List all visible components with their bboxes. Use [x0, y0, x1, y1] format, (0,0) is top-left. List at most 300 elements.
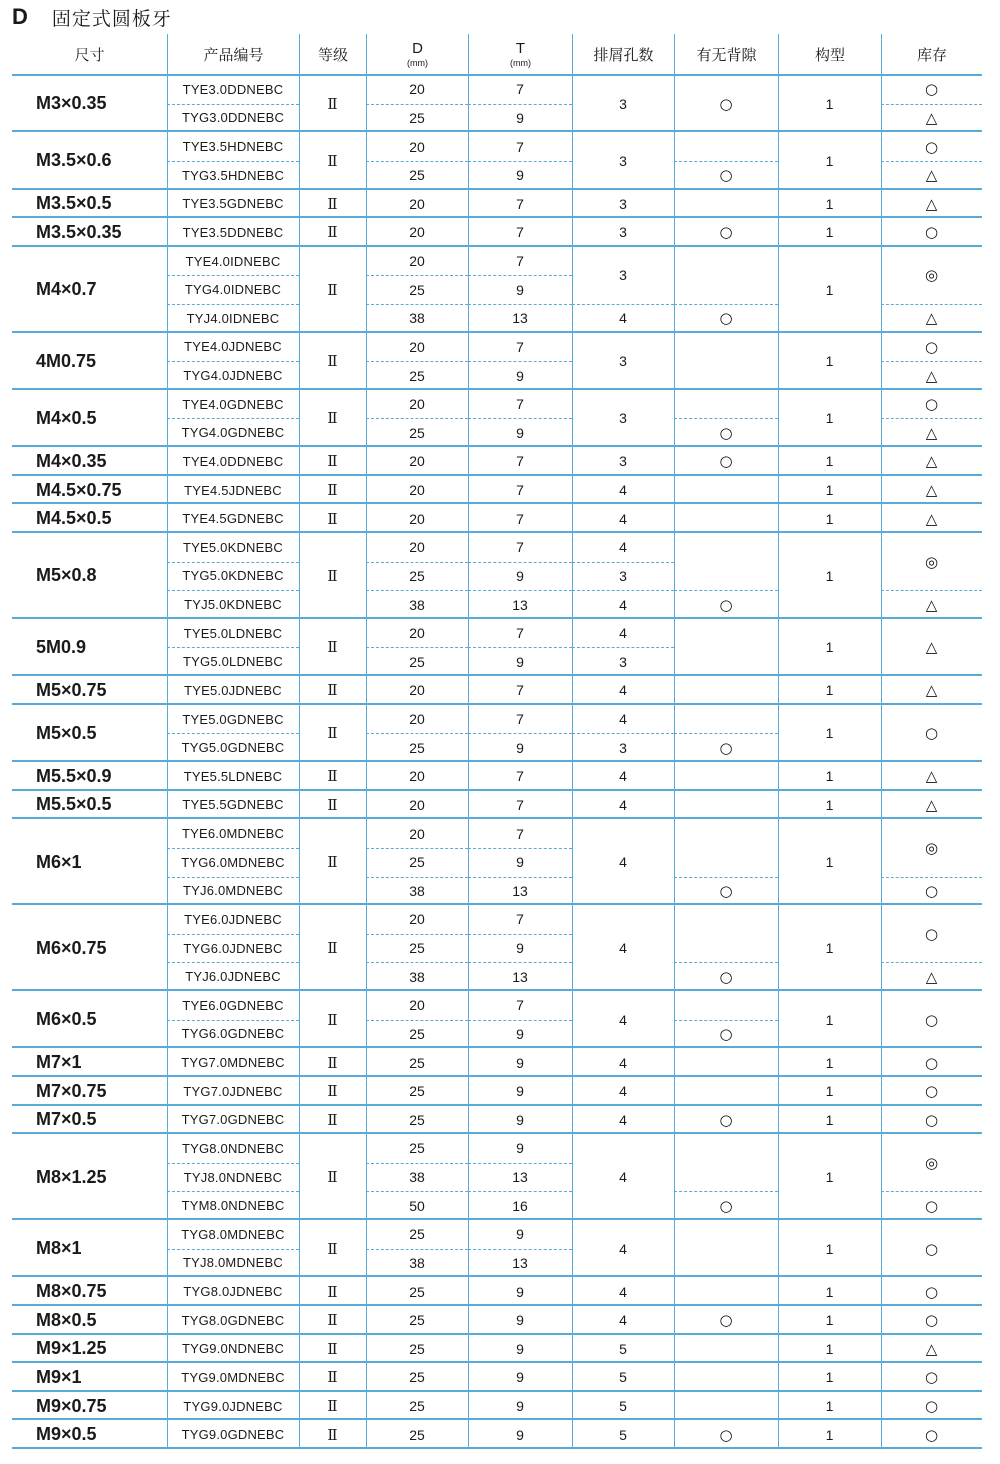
size-cell: M3.5×0.35 [36, 221, 122, 242]
size-cell: M5.5×0.9 [36, 765, 112, 786]
type-cell: 1 [825, 854, 834, 871]
d-cell: 20 [409, 911, 425, 928]
grade-cell: Ⅱ [327, 1339, 338, 1358]
header-label: 排屑孔数 [593, 46, 654, 64]
t-cell: 9 [516, 739, 524, 756]
d-cell: 25 [409, 167, 425, 184]
backlash-cell [674, 390, 778, 419]
product-code-cell: TYE4.0IDNEBC [185, 253, 281, 269]
stock-cell: △ [925, 194, 938, 213]
header-label: 等级 [317, 46, 348, 64]
t-cell: 7 [516, 711, 524, 728]
grade-cell: Ⅱ [327, 481, 338, 500]
backlash-cell [674, 1392, 778, 1421]
product-code-cell: TYG3.0DDNEBC [181, 110, 285, 126]
product-code-cell: TYE4.0GDNEBC [182, 396, 284, 412]
type-cell: 1 [825, 1011, 834, 1028]
d-cell: 25 [409, 1283, 425, 1300]
size-cell: M5×0.75 [36, 679, 107, 700]
stock-cell: △ [925, 1339, 938, 1358]
d-cell: 25 [409, 1054, 425, 1071]
d-cell: 25 [409, 1398, 425, 1415]
header-label: 构型 [814, 46, 845, 64]
table-row [12, 247, 982, 333]
product-code-cell: TYG7.0GDNEBC [181, 1112, 285, 1128]
size-cell: M4×0.7 [36, 279, 97, 300]
backlash-cell: ○ [719, 309, 733, 328]
t-cell: 9 [516, 281, 524, 298]
grade-cell: Ⅱ [327, 853, 338, 872]
size-cell: M8×1.25 [36, 1166, 107, 1187]
grade-cell: Ⅱ [327, 724, 338, 743]
size-cell: M5.5×0.5 [36, 794, 112, 815]
size-cell: M6×0.5 [36, 1009, 97, 1030]
chip-holes-cell: 3 [619, 567, 627, 584]
chip-holes-cell: 4 [619, 682, 627, 699]
grade-cell: Ⅱ [327, 409, 338, 428]
product-code-cell: TYE5.0KDNEBC [183, 539, 283, 555]
d-cell: 25 [409, 367, 425, 384]
chip-holes-cell: 5 [619, 1369, 627, 1386]
backlash-cell [674, 504, 778, 533]
stock-cell: △ [925, 595, 938, 614]
chip-holes-cell: 4 [619, 596, 627, 613]
grade-cell: Ⅱ [327, 452, 338, 471]
stock-cell: ○ [924, 395, 939, 414]
table-row [12, 1420, 982, 1449]
size-cell: M7×0.5 [36, 1109, 97, 1130]
d-cell: 25 [409, 1369, 425, 1386]
header-label: 库存 [916, 46, 947, 64]
grade-cell: Ⅱ [327, 1082, 338, 1101]
type-cell: 1 [825, 453, 834, 470]
stock-cell: ○ [924, 924, 939, 943]
product-code-cell: TYE3.5GDNEBC [182, 196, 284, 212]
stock-cell: ○ [924, 1010, 939, 1029]
t-cell: 9 [516, 653, 524, 670]
product-code-cell: TYE4.5GDNEBC [182, 511, 284, 527]
backlash-cell [674, 1048, 778, 1077]
t-cell: 9 [516, 1283, 524, 1300]
size-cell: M8×1 [36, 1238, 82, 1259]
product-code-cell: TYG8.0MDNEBC [181, 1226, 285, 1242]
d-cell: 20 [409, 396, 425, 413]
size-cell: M3×0.35 [36, 93, 107, 114]
stock-cell: △ [925, 423, 938, 442]
backlash-cell [674, 533, 778, 590]
type-cell: 1 [825, 1426, 834, 1443]
t-cell: 9 [516, 1054, 524, 1071]
t-cell: 7 [516, 224, 524, 241]
product-code-cell: TYG8.0JDNEBC [183, 1284, 283, 1300]
type-cell: 1 [825, 567, 834, 584]
size-cell: M6×0.75 [36, 937, 107, 958]
product-code-cell: TYG7.0MDNEBC [181, 1055, 285, 1071]
chip-holes-cell: 3 [619, 653, 627, 670]
chip-holes-cell: 3 [619, 453, 627, 470]
grade-cell: Ⅱ [327, 280, 338, 299]
table-row [12, 1220, 982, 1277]
type-cell: 1 [825, 195, 834, 212]
t-cell: 7 [516, 825, 524, 842]
chip-holes-cell: 4 [619, 625, 627, 642]
type-cell: 1 [825, 1369, 834, 1386]
product-code-cell: TYG7.0JDNEBC [183, 1083, 283, 1099]
t-cell: 16 [512, 1197, 528, 1214]
size-cell: M3.5×0.6 [36, 150, 112, 171]
type-cell: 1 [825, 482, 834, 499]
d-cell: 25 [409, 1340, 425, 1357]
backlash-cell: ○ [719, 1110, 733, 1129]
backlash-cell [674, 991, 778, 1020]
stock-cell: △ [925, 366, 938, 385]
stock-cell: △ [925, 967, 938, 986]
stock-cell: ◎ [924, 838, 939, 857]
header-backlash [674, 34, 778, 74]
grade-cell: Ⅱ [327, 939, 338, 958]
type-cell: 1 [825, 796, 834, 813]
size-cell: 5M0.9 [36, 636, 87, 657]
stock-cell: ◎ [924, 1153, 939, 1172]
stock-cell: △ [925, 166, 938, 185]
product-code-cell: TYJ6.0JDNEBC [185, 969, 281, 985]
type-cell: 1 [825, 1283, 834, 1300]
table-header [12, 34, 982, 76]
product-code-cell: TYG5.0GDNEBC [181, 740, 285, 756]
page-title [12, 2, 172, 32]
type-cell: 1 [825, 1340, 834, 1357]
chip-holes-cell: 3 [619, 95, 627, 112]
stock-cell: ○ [924, 1311, 939, 1330]
chip-holes-cell: 4 [619, 1283, 627, 1300]
t-cell: 9 [516, 1340, 524, 1357]
backlash-cell: ○ [719, 967, 733, 986]
d-cell: 20 [409, 796, 425, 813]
grade-cell: Ⅱ [327, 1010, 338, 1029]
t-cell: 7 [516, 482, 524, 499]
stock-cell: △ [925, 108, 938, 127]
backlash-cell: ○ [719, 595, 733, 614]
product-code-cell: TYG4.0JDNEBC [183, 368, 283, 384]
size-cell: M8×0.75 [36, 1281, 107, 1302]
d-cell: 25 [409, 1226, 425, 1243]
grade-cell: Ⅱ [327, 795, 338, 814]
d-cell: 25 [409, 109, 425, 126]
d-cell: 25 [409, 1083, 425, 1100]
type-cell: 1 [825, 510, 834, 527]
chip-holes-cell: 5 [619, 1426, 627, 1443]
grade-cell: Ⅱ [327, 1110, 338, 1129]
stock-cell: ◎ [924, 266, 939, 285]
t-cell: 7 [516, 138, 524, 155]
size-cell: M9×0.5 [36, 1424, 97, 1445]
type-cell: 1 [825, 1398, 834, 1415]
d-cell: 20 [409, 482, 425, 499]
table-row [12, 905, 982, 991]
table-row [12, 533, 982, 619]
stock-cell: △ [925, 481, 938, 500]
table-row [12, 676, 982, 705]
table-row [12, 1048, 982, 1077]
d-cell: 38 [409, 968, 425, 985]
d-cell: 25 [409, 653, 425, 670]
t-cell: 7 [516, 539, 524, 556]
table-row [12, 476, 982, 505]
grade-cell: Ⅱ [327, 509, 338, 528]
d-cell: 25 [409, 940, 425, 957]
chip-holes-cell: 4 [619, 510, 627, 527]
d-cell: 38 [409, 310, 425, 327]
d-cell: 20 [409, 539, 425, 556]
type-cell: 1 [825, 940, 834, 957]
t-cell: 9 [516, 940, 524, 957]
product-code-cell: TYE5.5GDNEBC [182, 797, 284, 813]
stock-cell: △ [925, 309, 938, 328]
spec-table [12, 75, 982, 1449]
table-row [12, 1306, 982, 1335]
header-stock [881, 34, 982, 74]
t-cell: 7 [516, 338, 524, 355]
t-cell: 9 [516, 1025, 524, 1042]
chip-holes-cell: 3 [619, 353, 627, 370]
product-code-cell: TYE5.0JDNEBC [184, 682, 282, 698]
table-row [12, 132, 982, 189]
backlash-cell [674, 619, 778, 676]
backlash-cell [674, 1363, 778, 1392]
grade-cell: Ⅱ [327, 1168, 338, 1187]
size-cell: M8×0.5 [36, 1309, 97, 1330]
header-label: D [412, 40, 423, 57]
type-cell: 1 [825, 224, 834, 241]
t-cell: 13 [512, 882, 528, 899]
stock-cell: ○ [924, 1397, 939, 1416]
type-cell: 1 [825, 768, 834, 785]
t-cell: 9 [516, 854, 524, 871]
d-cell: 25 [409, 1312, 425, 1329]
chip-holes-cell: 3 [619, 267, 627, 284]
product-code-cell: TYE6.0MDNEBC [181, 826, 285, 842]
product-code-cell: TYE4.0JDNEBC [184, 339, 282, 355]
size-cell: M7×1 [36, 1052, 82, 1073]
product-code-cell: TYG6.0GDNEBC [181, 1026, 285, 1042]
grade-cell: Ⅱ [327, 638, 338, 657]
stock-cell: ○ [924, 1053, 939, 1072]
header-label: T [515, 40, 526, 57]
d-cell: 38 [409, 1254, 425, 1271]
chip-holes-cell: 4 [619, 1011, 627, 1028]
grade-cell: Ⅱ [327, 1239, 338, 1258]
d-cell: 50 [409, 1197, 425, 1214]
product-code-cell: TYE3.5DDNEBC [182, 224, 284, 240]
d-cell: 20 [409, 338, 425, 355]
chip-holes-cell: 3 [619, 195, 627, 212]
t-cell: 9 [516, 567, 524, 584]
backlash-cell: ○ [719, 452, 733, 471]
d-cell: 25 [409, 739, 425, 756]
backlash-cell [674, 1335, 778, 1364]
chip-holes-cell: 4 [619, 796, 627, 813]
t-cell: 7 [516, 396, 524, 413]
stock-cell: ○ [924, 223, 939, 242]
type-cell: 1 [825, 410, 834, 427]
product-code-cell: TYG6.0JDNEBC [183, 940, 283, 956]
table-row [12, 791, 982, 820]
backlash-cell: ○ [719, 423, 733, 442]
section-letter: D [12, 4, 28, 29]
backlash-cell: ○ [719, 1024, 733, 1043]
product-code-cell: TYG5.0LDNEBC [183, 654, 283, 670]
type-cell: 1 [825, 1312, 834, 1329]
product-code-cell: TYE5.0LDNEBC [183, 625, 283, 641]
header-d [366, 34, 468, 74]
backlash-cell [674, 819, 778, 876]
t-cell: 9 [516, 367, 524, 384]
header-label: 产品编号 [203, 46, 264, 64]
stock-cell: ○ [924, 1110, 939, 1129]
t-cell: 9 [516, 167, 524, 184]
type-cell: 1 [825, 639, 834, 656]
product-code-cell: TYE6.0GDNEBC [182, 997, 284, 1013]
type-cell: 1 [825, 1054, 834, 1071]
t-cell: 9 [516, 1369, 524, 1386]
table-row [12, 1277, 982, 1306]
table-row [12, 1134, 982, 1220]
product-code-cell: TYG9.0MDNEBC [181, 1369, 285, 1385]
chip-holes-cell: 3 [619, 224, 627, 241]
product-code-cell: TYG6.0MDNEBC [181, 854, 285, 870]
table-row [12, 819, 982, 905]
product-code-cell: TYE4.0DDNEBC [182, 453, 284, 469]
chip-holes-cell: 3 [619, 152, 627, 169]
chip-holes-cell: 4 [619, 768, 627, 785]
type-cell: 1 [825, 281, 834, 298]
backlash-cell [674, 762, 778, 791]
grade-cell: Ⅱ [327, 767, 338, 786]
grade-cell: Ⅱ [327, 1397, 338, 1416]
header-code [167, 34, 299, 74]
product-code-cell: TYE5.5LDNEBC [183, 768, 283, 784]
header-t [468, 34, 572, 74]
type-cell: 1 [825, 1240, 834, 1257]
d-cell: 38 [409, 882, 425, 899]
stock-cell: ○ [924, 881, 939, 900]
d-cell: 20 [409, 195, 425, 212]
stock-cell: ○ [924, 80, 939, 99]
d-cell: 20 [409, 997, 425, 1014]
backlash-cell [674, 1277, 778, 1306]
t-cell: 9 [516, 1398, 524, 1415]
grade-cell: Ⅱ [327, 1368, 338, 1387]
stock-cell: △ [925, 452, 938, 471]
chip-holes-cell: 4 [619, 1083, 627, 1100]
product-code-cell: TYG9.0GDNEBC [181, 1427, 285, 1443]
d-cell: 20 [409, 453, 425, 470]
backlash-cell: ○ [719, 223, 733, 242]
t-cell: 9 [516, 1111, 524, 1128]
d-cell: 25 [409, 1140, 425, 1157]
t-cell: 7 [516, 510, 524, 527]
backlash-cell: ○ [719, 166, 733, 185]
chip-holes-cell: 4 [619, 854, 627, 871]
t-cell: 9 [516, 1312, 524, 1329]
d-cell: 25 [409, 854, 425, 871]
product-code-cell: TYG4.0IDNEBC [184, 282, 282, 298]
table-row [12, 1363, 982, 1392]
product-code-cell: TYE4.5JDNEBC [184, 482, 282, 498]
chip-holes-cell: 4 [619, 1054, 627, 1071]
table-row [12, 991, 982, 1048]
chip-holes-cell: 4 [619, 1312, 627, 1329]
stock-cell: ○ [924, 337, 939, 356]
d-cell: 20 [409, 253, 425, 270]
chip-holes-cell: 3 [619, 410, 627, 427]
d-cell: 25 [409, 567, 425, 584]
stock-cell: ○ [924, 1368, 939, 1387]
d-cell: 20 [409, 682, 425, 699]
size-cell: M5×0.5 [36, 722, 97, 743]
backlash-cell [674, 190, 778, 219]
table-row [12, 218, 982, 247]
t-cell: 13 [512, 1169, 528, 1186]
t-cell: 7 [516, 768, 524, 785]
d-cell: 20 [409, 510, 425, 527]
header-label: 有无背隙 [696, 46, 757, 64]
chip-holes-cell: 4 [619, 940, 627, 957]
chip-holes-cell: 3 [619, 739, 627, 756]
chip-holes-cell: 4 [619, 1169, 627, 1186]
stock-cell: ○ [924, 1425, 939, 1444]
table-row [12, 75, 982, 132]
product-code-cell: TYG9.0NDNEBC [181, 1341, 285, 1357]
d-cell: 25 [409, 1426, 425, 1443]
stock-cell: ○ [924, 1239, 939, 1258]
type-cell: 1 [825, 353, 834, 370]
product-code-cell: TYG5.0KDNEBC [182, 568, 284, 584]
stock-cell: ◎ [924, 552, 939, 571]
d-cell: 20 [409, 81, 425, 98]
t-cell: 7 [516, 81, 524, 98]
chip-holes-cell: 5 [619, 1398, 627, 1415]
size-cell: M4×0.35 [36, 450, 107, 471]
type-cell: 1 [825, 1169, 834, 1186]
grade-cell: Ⅱ [327, 223, 338, 242]
backlash-cell: ○ [719, 738, 733, 757]
type-cell: 1 [825, 152, 834, 169]
grade-cell: Ⅱ [327, 194, 338, 213]
chip-holes-cell: 5 [619, 1340, 627, 1357]
size-cell: 4M0.75 [36, 350, 97, 371]
size-cell: M9×1 [36, 1366, 82, 1387]
backlash-cell [674, 705, 778, 734]
t-cell: 9 [516, 109, 524, 126]
t-cell: 9 [516, 424, 524, 441]
d-cell: 38 [409, 596, 425, 613]
grade-cell: Ⅱ [327, 1425, 338, 1444]
stock-cell: ○ [924, 1082, 939, 1101]
t-cell: 9 [516, 1426, 524, 1443]
product-code-cell: TYM8.0NDNEBC [181, 1198, 285, 1214]
header-grade [299, 34, 366, 74]
stock-cell: ○ [924, 137, 939, 156]
t-cell: 7 [516, 997, 524, 1014]
chip-holes-cell: 4 [619, 1240, 627, 1257]
stock-cell: △ [925, 638, 938, 657]
size-cell: M4×0.5 [36, 407, 97, 428]
backlash-cell [674, 1134, 778, 1191]
chip-holes-cell: 4 [619, 482, 627, 499]
grade-cell: Ⅱ [327, 566, 338, 585]
t-cell: 7 [516, 453, 524, 470]
